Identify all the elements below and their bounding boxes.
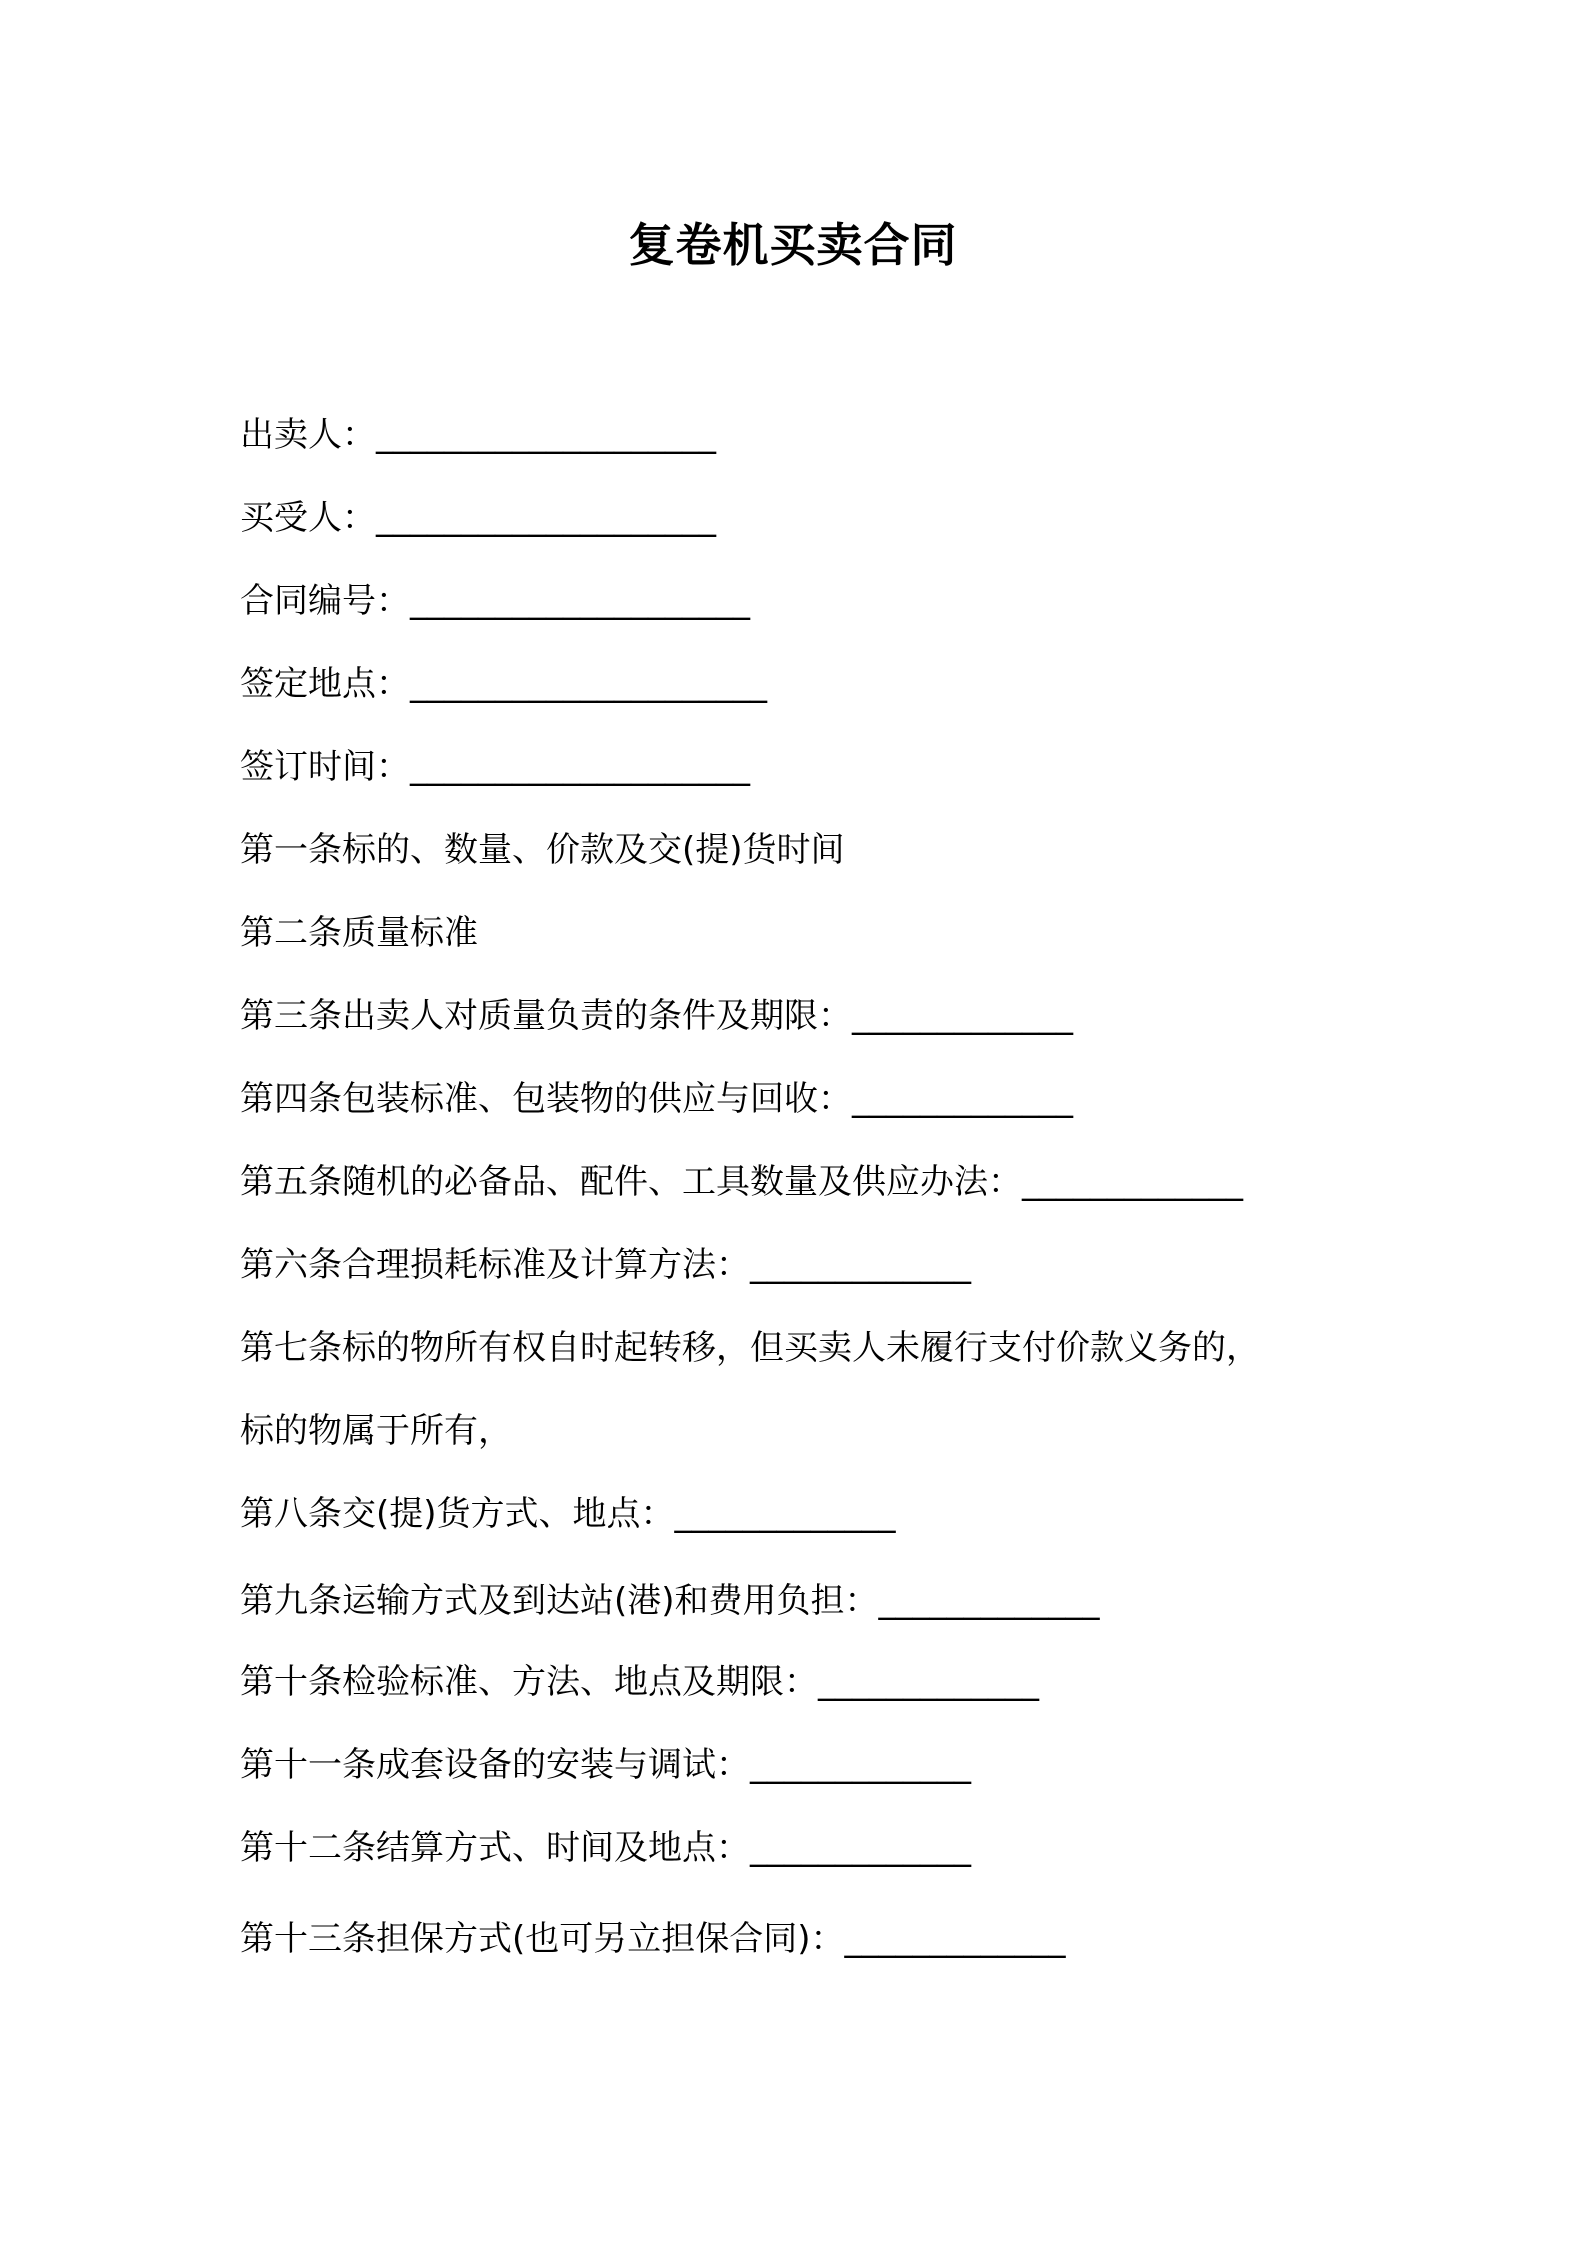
document-title: 复卷机买卖合同 [628, 218, 958, 272]
clause-13: 第十三条担保方式(也可另立担保合同)：_____________ [240, 1919, 1066, 1959]
clause-9: 第九条运输方式及到达站(港)和费用负担：_____________ [240, 1581, 1100, 1621]
field-seller: 出卖人：____________________ [240, 415, 716, 455]
clause-11: 第十一条成套设备的安装与调试：_____________ [240, 1745, 971, 1785]
field-contract-number: 合同编号：____________________ [240, 581, 750, 621]
clause-4: 第四条包装标准、包装物的供应与回收：_____________ [240, 1079, 1073, 1119]
clause-5: 第五条随机的必备品、配件、工具数量及供应办法：_____________ [240, 1162, 1243, 1202]
clause-6: 第六条合理损耗标准及计算方法：_____________ [240, 1245, 971, 1285]
clause-10: 第十条检验标准、方法、地点及期限：_____________ [240, 1662, 1039, 1702]
field-signing-place: 签定地点：_____________________ [240, 664, 767, 704]
field-buyer: 买受人：____________________ [240, 498, 716, 538]
clause-12: 第十二条结算方式、时间及地点：_____________ [240, 1828, 971, 1868]
clause-2: 第二条质量标准 [240, 913, 478, 953]
clause-1: 第一条标的、数量、价款及交(提)货时间 [240, 830, 845, 870]
clause-7-continued: 标的物属于所有， [240, 1411, 512, 1451]
clause-3: 第三条出卖人对质量负责的条件及期限：_____________ [240, 996, 1073, 1036]
clause-7: 第七条标的物所有权自时起转移，但买卖人未履行支付价款义务的， [240, 1328, 1260, 1368]
field-signing-time: 签订时间：____________________ [240, 747, 750, 787]
clause-8: 第八条交(提)货方式、地点：_____________ [240, 1494, 896, 1534]
